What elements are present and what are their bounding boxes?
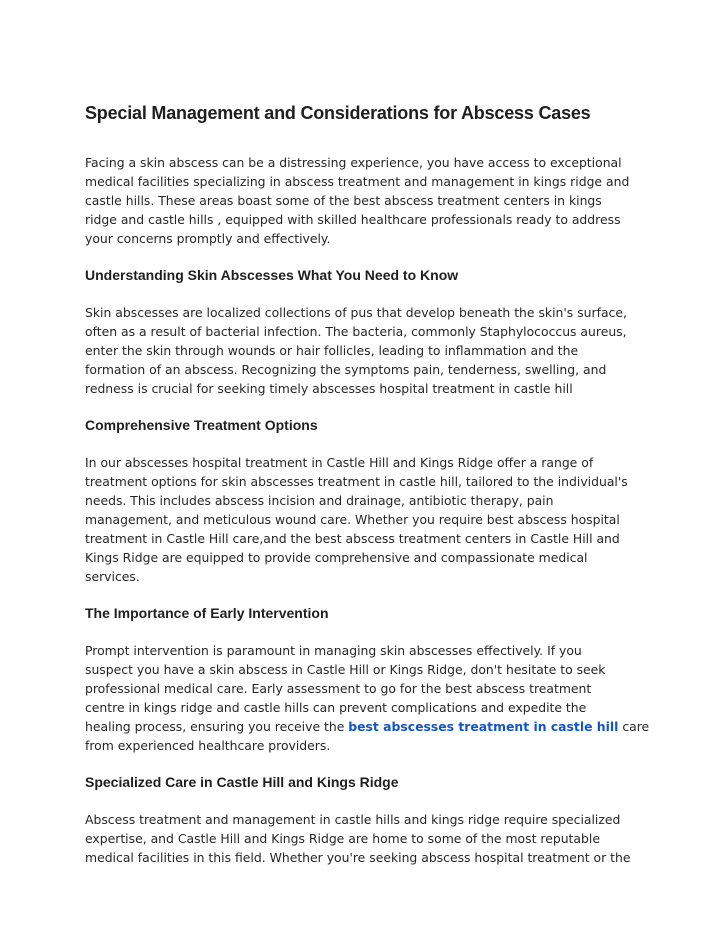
text-line: castle hills. These areas boast some of the best abscess treatment centers in kings	[85, 193, 602, 208]
section-heading-early-intervention: The Importance of Early Intervention	[85, 605, 329, 621]
link-line-after: care	[618, 719, 650, 734]
text-line: services.	[85, 569, 140, 584]
treatment-link[interactable]: best abscesses treatment in castle hill	[348, 719, 619, 734]
text-line-with-link	[85, 717, 650, 736]
text-line: ridge and castle hills , equipped with skilled healthcare professionals ready to address	[85, 212, 621, 227]
text-line: Facing a skin abscess can be a distressing experience, you have access to exceptional	[85, 155, 622, 170]
text-line: management, and meticulous wound care. Whether you require best abscess hospital	[85, 512, 620, 527]
text-line: needs. This includes abscess incision and drainage, antibiotic therapy, pain	[85, 493, 554, 508]
section-paragraph-early-intervention	[85, 641, 650, 755]
text-line: your concerns promptly and effectively.	[85, 231, 331, 246]
text-line: Prompt intervention is paramount in managing skin abscesses effectively. If you	[85, 643, 582, 658]
section-paragraph-understanding	[85, 303, 645, 398]
text-line: from experienced healthcare providers.	[85, 738, 331, 753]
text-line: enter the skin through wounds or hair follicles, leading to inflammation and the	[85, 343, 579, 358]
section-paragraph-specialized-care	[85, 810, 645, 867]
text-line: formation of an abscess. Recognizing the symptoms pain, tenderness, swelling, and	[85, 362, 607, 377]
text-line: redness is crucial for seeking timely abscesses hospital treatment in castle hill	[85, 381, 573, 396]
text-line: medical facilities specializing in abscess treatment and management in kings ridge and	[85, 174, 630, 189]
text-line: Kings Ridge are equipped to provide comprehensive and compassionate medical	[85, 550, 588, 565]
text-line: often as a result of bacterial infection. The bacteria, commonly Staphylococcus aureus,	[85, 324, 627, 339]
section-heading-treatment-options: Comprehensive Treatment Options	[85, 417, 318, 433]
text-line: medical facilities in this field. Whether you're seeking abscess hospital treatment or the	[85, 850, 631, 865]
section-paragraph-treatment-options	[85, 453, 645, 586]
text-line: centre in kings ridge and castle hills can prevent complications and expedite the	[85, 700, 587, 715]
section-heading-understanding: Understanding Skin Abscesses What You Need to Know	[85, 267, 459, 283]
text-line: suspect you have a skin abscess in Castle Hill or Kings Ridge, don't hesitate to seek	[85, 662, 606, 677]
text-line: In our abscesses hospital treatment in Castle Hill and Kings Ridge offer a range of	[85, 455, 594, 470]
section-heading-specialized-care: Specialized Care in Castle Hill and Kings Ridge	[85, 774, 399, 790]
document-content	[85, 100, 650, 884]
link-line-before: healing process, ensuring you receive the	[85, 719, 349, 734]
text-line: professional medical care. Early assessment to go for the best abscess treatment	[85, 681, 592, 696]
text-line: treatment in Castle Hill care,and the best abscess treatment centers in Castle Hill and	[85, 531, 620, 546]
text-line: treatment options for skin abscesses treatment in castle hill, tailored to the individual's	[85, 474, 628, 489]
text-line: expertise, and Castle Hill and Kings Ridge are home to some of the most reputable	[85, 831, 600, 846]
text-line: Abscess treatment and management in castle hills and kings ridge require specialized	[85, 812, 621, 827]
page-title: Special Management and Considerations for Abscess Cases	[85, 103, 591, 123]
intro-paragraph	[85, 153, 645, 248]
text-line: Skin abscesses are localized collections of pus that develop beneath the skin's surface,	[85, 305, 627, 320]
